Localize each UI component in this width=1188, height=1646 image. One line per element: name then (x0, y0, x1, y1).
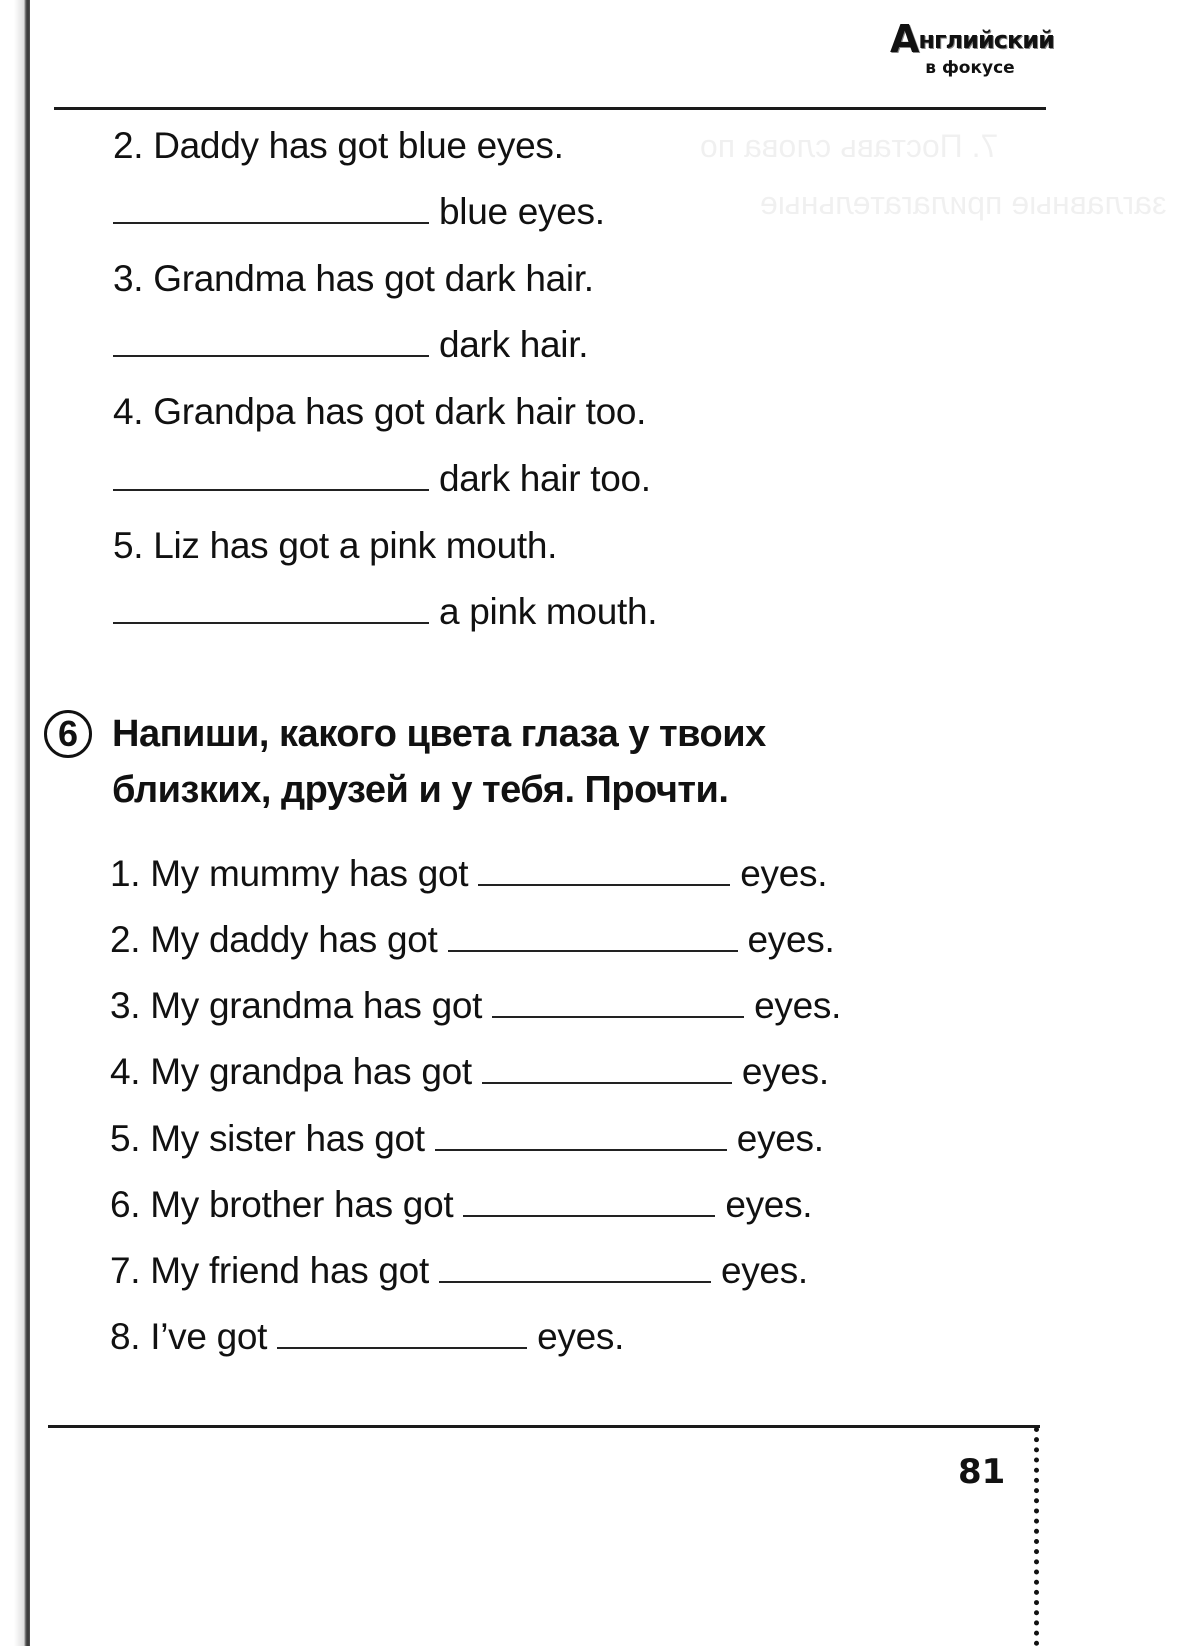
ex5-item-prompt: 3. Grandma has got dark hair. (113, 258, 594, 299)
ex6-item-suffix: eyes. (537, 1316, 625, 1357)
ex5-item-answer-line (113, 323, 588, 367)
ex6-item (110, 918, 834, 962)
ex6-item (110, 1050, 829, 1094)
ex6-item-suffix: eyes. (725, 1184, 813, 1225)
bleed-through-text: заглавные прилагательные (760, 185, 1167, 221)
ex5-answer-suffix: dark hair too. (439, 458, 651, 499)
book-logo (890, 17, 1054, 78)
logo-title-rest: нглийский (918, 26, 1054, 54)
ex5-item-answer-line (113, 457, 651, 501)
ex6-item-suffix: eyes. (754, 985, 842, 1026)
page-number: 81 (958, 1452, 1006, 1492)
ex6-item-prefix: 5. My sister has got (110, 1118, 425, 1159)
ex5-item-answer-line (113, 590, 657, 634)
answer-blank[interactable] (478, 854, 730, 886)
ex6-item (110, 852, 827, 896)
ex6-item-prefix: 7. My friend has got (110, 1250, 429, 1291)
exercise-instructions-line1: Напиши, какого цвета глаза у твоих (112, 713, 766, 755)
logo-title (890, 17, 1054, 61)
logo-subtitle: в фокусе (925, 58, 1015, 78)
exercise-instructions (112, 706, 766, 818)
answer-blank[interactable] (482, 1052, 732, 1084)
answer-blank[interactable] (435, 1119, 727, 1151)
ex6-item-prefix: 2. My daddy has got (110, 919, 438, 960)
answer-blank[interactable] (113, 325, 429, 357)
exercise-instructions-line2: близких, друзей и у тебя. Прочти. (112, 769, 729, 811)
answer-blank[interactable] (113, 592, 429, 624)
ex6-item-prefix: 1. My mummy has got (110, 853, 469, 894)
answer-blank[interactable] (113, 459, 429, 491)
ex6-item (110, 1183, 812, 1227)
ex6-item-prefix: 4. My grandpa has got (110, 1051, 472, 1092)
ex6-item-prefix: 8. I’ve got (110, 1316, 268, 1357)
ex5-item-prompt: 5. Liz has got a pink mouth. (113, 525, 558, 566)
ex6-item-suffix: eyes. (741, 1051, 829, 1092)
bleed-through-text: 7. Поставь слова по (700, 128, 999, 164)
header-rule (54, 107, 1046, 110)
footer-rule (48, 1425, 1040, 1428)
answer-blank[interactable] (277, 1317, 527, 1349)
ex5-item-answer-line (113, 190, 605, 234)
ex6-item-prefix: 3. My grandma has got (110, 985, 483, 1026)
ex6-item (110, 1117, 824, 1161)
page-binding-edge (24, 0, 30, 1646)
answer-blank[interactable] (448, 920, 738, 952)
ex6-item (110, 1249, 808, 1293)
ex6-item (110, 1315, 624, 1359)
ex6-item-suffix: eyes. (720, 1250, 808, 1291)
answer-blank[interactable] (113, 192, 429, 224)
exercise-number-badge: 6 (44, 710, 92, 758)
ex6-item-suffix: eyes. (747, 919, 835, 960)
ex6-item-prefix: 6. My brother has got (110, 1184, 454, 1225)
ex5-answer-suffix: a pink mouth. (439, 591, 658, 632)
ex5-item-prompt: 4. Grandpa has got dark hair too. (113, 391, 647, 432)
ex5-answer-suffix: dark hair. (439, 324, 589, 365)
logo-title-initial: А (890, 17, 919, 61)
ex6-item-suffix: eyes. (736, 1118, 824, 1159)
ex5-item-prompt: 2. Daddy has got blue eyes. (113, 125, 564, 166)
cut-line-dotted (1034, 1427, 1039, 1646)
ex6-item-suffix: eyes. (740, 853, 828, 894)
ex6-item (110, 984, 841, 1028)
answer-blank[interactable] (463, 1185, 715, 1217)
answer-blank[interactable] (492, 986, 744, 1018)
answer-blank[interactable] (439, 1251, 711, 1283)
ex5-answer-suffix: blue eyes. (439, 191, 605, 232)
